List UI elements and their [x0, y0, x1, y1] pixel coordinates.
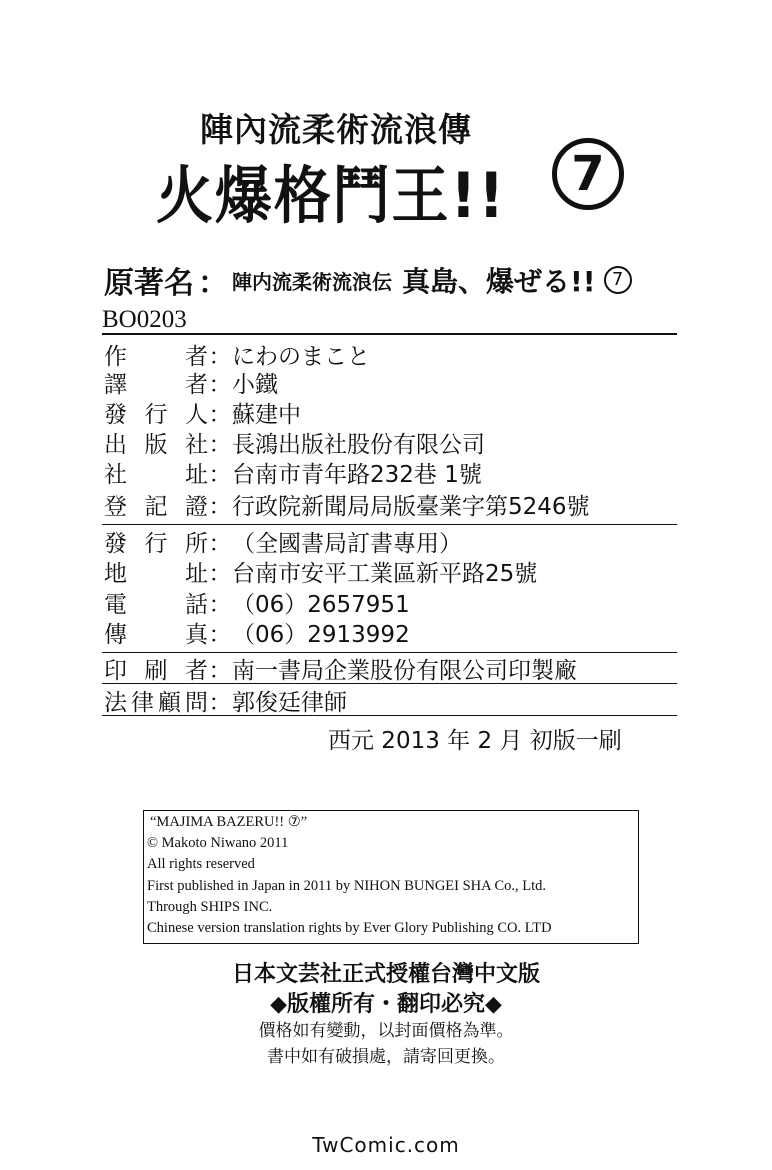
price-note: 價格如有變動，以封面價格為準。: [258, 1021, 514, 1041]
credit-colon: ：: [208, 371, 232, 398]
credit-colon: ：: [208, 591, 232, 618]
original-title-label: 原著名: [104, 266, 194, 301]
book-subtitle: 陣內流柔術流浪傳: [200, 110, 472, 149]
credit-colon: ：: [208, 401, 232, 428]
credit-row: [104, 527, 462, 555]
credit-row: [104, 557, 537, 585]
credit-value: 南一書局企業股份有限公司印製廠: [232, 657, 577, 684]
credit-label: 傳 真: [104, 621, 208, 648]
copyright-line: Chinese version translation rights by Ever Glory Publishing CO. LTD: [147, 920, 552, 936]
credit-label: 譯 者: [104, 371, 208, 398]
credit-colon: ：: [208, 530, 232, 557]
credit-label: 法 律 顧 問: [104, 689, 208, 716]
credit-row: [104, 654, 577, 682]
credit-row: [104, 458, 482, 486]
credit-label: 發 行 所: [104, 530, 208, 557]
credit-value: 台南市安平工業區新平路25號: [232, 560, 538, 587]
copyright-line: All rights reserved: [147, 856, 255, 872]
official-edition-notice: 日本文芸社正式授權台灣中文版: [231, 962, 540, 987]
credit-value: 蘇建中: [232, 401, 301, 428]
credit-colon: ：: [208, 560, 232, 587]
copyright-box: [143, 810, 639, 944]
credit-row: [104, 618, 410, 646]
copyright-line: © Makoto Niwano 2011: [147, 835, 289, 851]
credit-label: 印 刷 者: [104, 657, 208, 684]
credit-colon: ：: [208, 689, 232, 716]
credit-value: 長鴻出版社股份有限公司: [232, 431, 485, 458]
copyright-line: Through SHIPS INC.: [147, 899, 273, 915]
credit-value: 小鐵: [232, 371, 278, 398]
damage-note: 書中如有破損處，請寄回更換。: [267, 1047, 505, 1067]
credit-value: 行政院新聞局局版臺業字第5246號: [232, 493, 590, 520]
credit-value: （06）2657951: [232, 591, 410, 618]
credit-row: [104, 428, 485, 456]
credit-row: [104, 340, 370, 368]
original-title-row: [104, 258, 632, 302]
credit-colon: ：: [208, 621, 232, 648]
credit-label: 地 址: [104, 560, 208, 587]
edition-date: 西元 2013 年 2 月 初版一刷: [328, 728, 622, 754]
original-title-colon: ：: [198, 266, 228, 301]
volume-number-badge: 7: [552, 138, 624, 210]
credit-label: 社 址: [104, 461, 208, 488]
rights-reserved-notice: ◆版權所有・翻印必究◆: [270, 992, 502, 1017]
credit-row: [104, 398, 301, 426]
original-volume-badge: 7: [604, 266, 632, 294]
credit-label: 登 記 證: [104, 493, 208, 520]
credit-value: 郭俊廷律師: [232, 689, 347, 716]
credit-label: 出 版 社: [104, 431, 208, 458]
site-watermark: TwComic.com: [312, 1133, 460, 1157]
copyright-line: First published in Japan in 2011 by NIHON BUNGEI SHA Co., Ltd.: [147, 878, 547, 894]
credit-value: （06）2913992: [232, 621, 410, 648]
original-subtitle: 陣内流柔術流浪伝: [232, 269, 392, 294]
copyright-line: “MAJIMA BAZERU!! ⑦”: [150, 814, 308, 830]
credit-value: 台南市青年路232巷 1號: [232, 461, 482, 488]
book-title: 火爆格鬥王!!: [156, 159, 507, 232]
credit-label: 電 話: [104, 591, 208, 618]
credit-row: [104, 490, 590, 518]
credit-value: にわのまこと: [232, 343, 370, 370]
credit-colon: ：: [208, 657, 232, 684]
credit-colon: ：: [208, 343, 232, 370]
credit-value: （全國書局訂書專用）: [232, 530, 462, 557]
credit-colon: ：: [208, 461, 232, 488]
credit-label: 發 行 人: [104, 401, 208, 428]
original-title: 真島、爆ぜる!!: [402, 265, 596, 298]
credit-colon: ：: [208, 431, 232, 458]
credit-label: 作 者: [104, 343, 208, 370]
book-code: BO0203: [102, 306, 187, 333]
divider: [102, 333, 677, 335]
credit-colon: ：: [208, 493, 232, 520]
credit-row: [104, 368, 278, 396]
credit-row: [104, 686, 347, 714]
credit-row: [104, 588, 410, 616]
